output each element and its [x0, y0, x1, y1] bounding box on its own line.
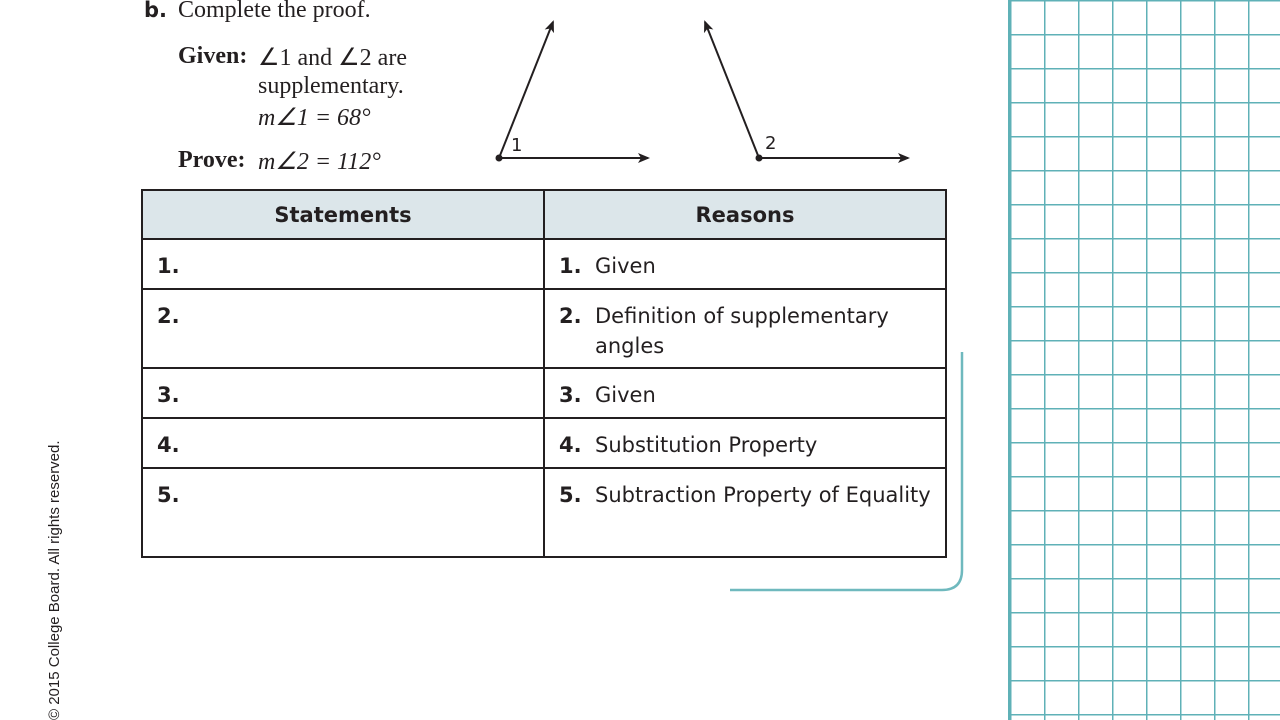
angle-2-label: 2	[765, 133, 777, 154]
table-row	[142, 289, 946, 368]
reason-text: Given	[595, 383, 656, 407]
reason-cell	[544, 368, 946, 418]
step-number: 1.	[559, 254, 582, 278]
step-number: 3.	[559, 383, 582, 407]
reason-cell	[544, 418, 946, 468]
reason-text: Definition of supplementary angles	[595, 304, 889, 358]
part-label: b.	[144, 0, 168, 22]
reason-text: Subtraction Property of Equality	[595, 483, 931, 507]
step-number: 4.	[559, 433, 582, 457]
reason-cell	[544, 289, 946, 368]
step-number: 3.	[157, 383, 180, 407]
statement-cell[interactable]	[142, 289, 544, 368]
reason-cell	[544, 239, 946, 289]
step-number: 5.	[559, 483, 582, 507]
prove-statement: m∠2 = 112°	[258, 149, 381, 175]
step-number: 4.	[157, 433, 180, 457]
given-line-2: supplementary.	[258, 73, 404, 99]
reason-text: Substitution Property	[595, 433, 818, 457]
step-number: 2.	[559, 304, 582, 328]
given-label: Given:	[178, 43, 248, 69]
prove-label: Prove:	[178, 147, 246, 173]
step-number: 1.	[157, 254, 180, 278]
angle-1-label: 1	[511, 135, 523, 156]
table-row	[142, 368, 946, 418]
grid-paper	[1008, 0, 1280, 720]
table-row	[142, 239, 946, 289]
reasons-header: Reasons	[544, 190, 946, 239]
reason-text: Given	[595, 254, 656, 278]
step-number: 2.	[157, 304, 180, 328]
given-line-3: m∠1 = 68°	[258, 105, 371, 131]
table-row	[142, 468, 946, 557]
instruction-text: Complete the proof.	[178, 0, 371, 23]
table-row	[142, 418, 946, 468]
statement-cell[interactable]	[142, 468, 544, 557]
statement-cell[interactable]	[142, 368, 544, 418]
statement-cell[interactable]	[142, 418, 544, 468]
statements-header: Statements	[142, 190, 544, 239]
proof-table	[141, 189, 947, 558]
reason-cell	[544, 468, 946, 557]
given-line-1: ∠1 and ∠2 are	[258, 45, 407, 71]
step-number: 5.	[157, 483, 180, 507]
statement-cell[interactable]	[142, 239, 544, 289]
copyright-notice: © 2015 College Board. All rights reserved.	[46, 440, 63, 720]
